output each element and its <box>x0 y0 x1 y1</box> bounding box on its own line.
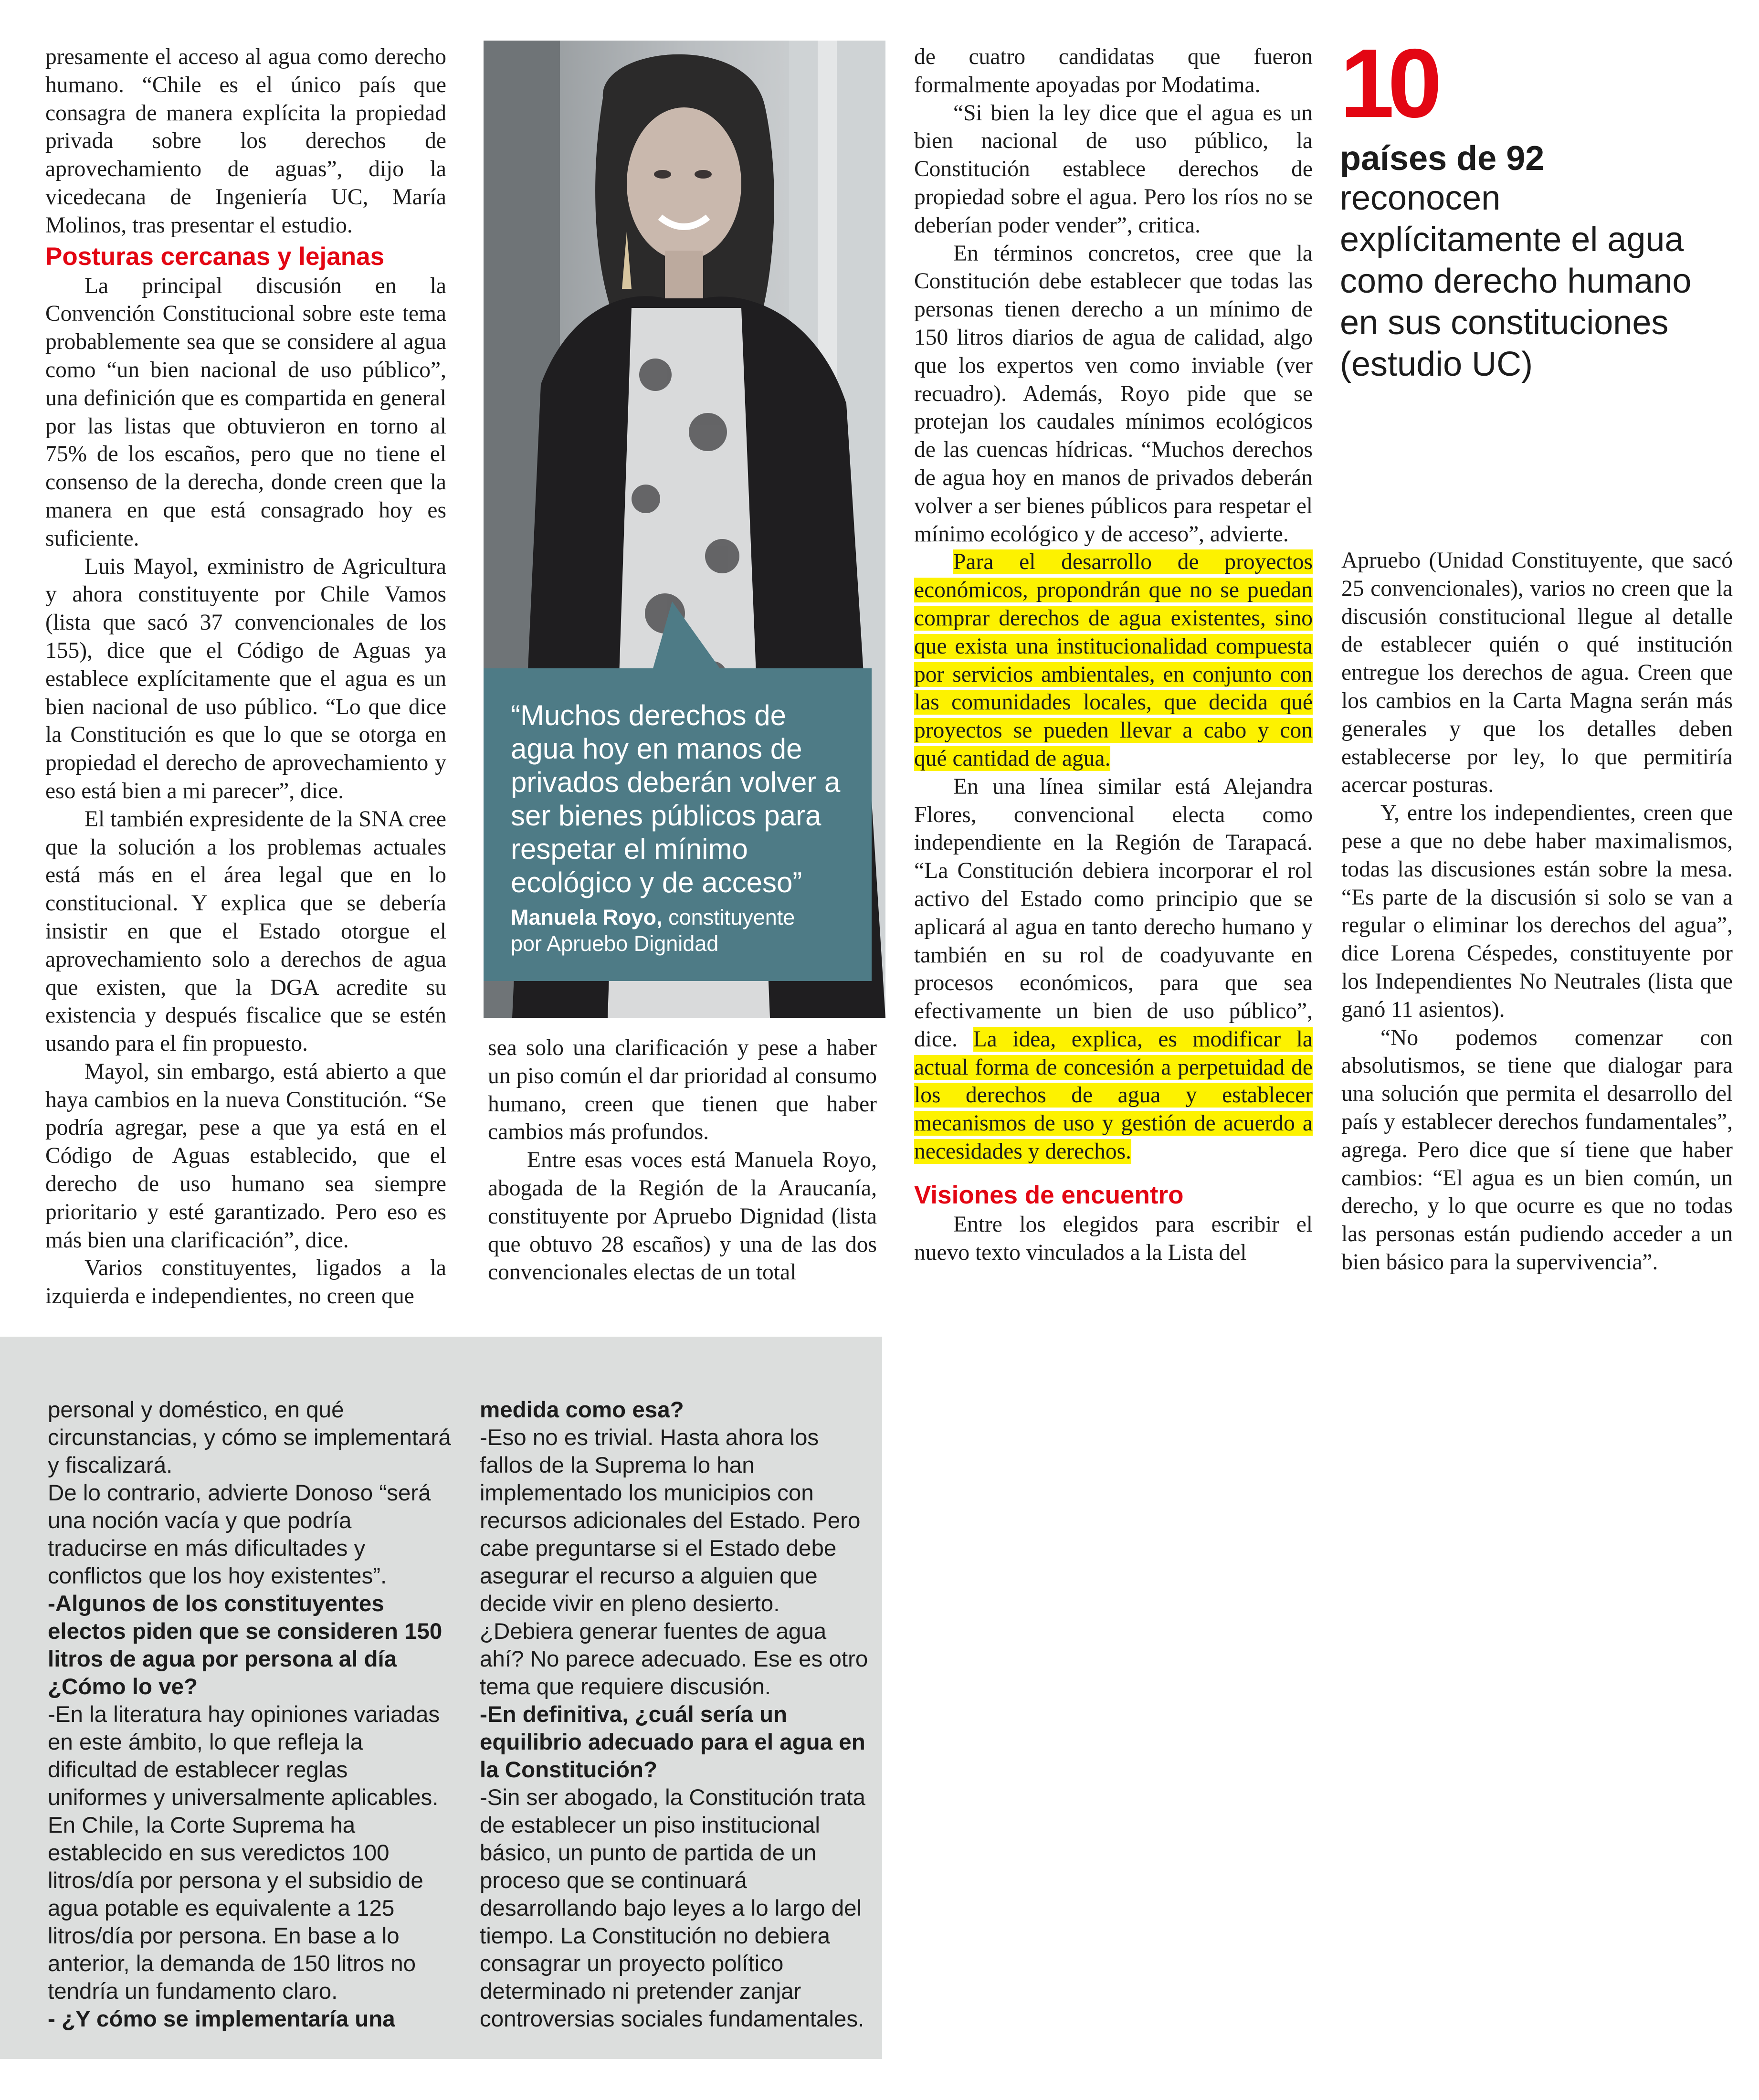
interview-column-left <box>48 1396 453 2033</box>
interview-answer: -Sin ser abogado, la Constitución trata de establecer un piso institucional básico, un punto de partida de un proceso que se continuará desarrollando bajo leyes a lo largo del tiempo. La Constitución no debiera consagrar un proyecto político determinado ni pretender zanjar controversias sociales fundamentales. <box>480 1785 865 2032</box>
interview-question: -En definitiva, ¿cuál sería un equilibrio adecuado para el agua en la Constitución? <box>480 1702 865 1783</box>
paragraph: Mayol, sin embargo, está abierto a que haya cambios en la nueva Constitución. “Se podría agregar, pese a que ya está en el Código de Aguas establecido, que el derecho de uso humano sea siempre prioritario y esté garantizado. Pero eso es más bien una clarificación”, dice. <box>45 1059 446 1253</box>
interview-answer: -Eso no es trivial. Hasta ahora los fallos de la Suprema lo han implementado los municipios con recursos adicionales del Estado. Pero cabe preguntarse si el Estado debe asegurar el recurso a alguien que decide vivir en pleno desierto. ¿Debiera generar fuentes de agua ahí? No parece adecuado. Ese es otro tema que requiere discusión. <box>480 1425 868 1699</box>
paragraph: En términos concretos, cree que la Constitución debe establecer que todas las personas tienen derecho a un mínimo de 150 litros diarios de agua de calidad, algo que los expertos ven como inviable (ver recuadro). Además, Royo pide que se protejan los caudales mínimos ecológicos de las cuencas hídricas. “Muchos derechos de agua hoy en manos de privados deberán volver a ser bienes públicos para respetar el mínimo ecológico y de acceso”, advierte. <box>914 241 1313 547</box>
highlighted-text: Para el desarrollo de proyectos económicos, propondrán que no se puedan comprar derechos de agua existentes, sino que exista una institucionalidad compuesta por servicios ambientales, en conjunto con las comunidades locales, que decida qué proyectos se pueden llevar a cabo y con qué cantidad de agua. <box>914 549 1313 771</box>
quote-author-role: por Apruebo Dignidad <box>511 931 719 956</box>
paragraph: Luis Mayol, exministro de Agricultura y ahora constituyente por Chile Vamos (lista que sacó 37 convencionales de los 155), dice que el Código de Aguas ya establece explícitamente que el agua es un bien nacional de uso público. “Lo que dice la Constitución es que lo que se otorga en propiedad el derecho de aprovechamiento y eso está bien a mi parecer”, dice. <box>45 554 446 803</box>
paragraph: “Si bien la ley dice que el agua es un bien nacional de uso público, la Constitución establece derechos de propiedad sobre el agua. Pero los ríos no se deberían poder vender”, critica. <box>914 100 1313 238</box>
quote-author <box>511 904 853 957</box>
interview-box <box>0 1337 882 2059</box>
pull-quote <box>484 668 872 981</box>
interview-column-right <box>480 1396 869 2033</box>
paragraph: La principal discusión en la Convención Constitucional sobre este tema probablemente sea que se considere al agua como “un bien nacional de uso público”, una definición que es compartida en general por las listas que obtuvieron en torno al 75% de los escaños, pero que no tiene el consenso de la derecha, donde creen que la manera en que está consagrado hoy es suficiente. <box>45 273 446 551</box>
interview-answer: -En la literatura hay opiniones variadas en este ámbito, lo que refleja la dificultad de establecer reglas uniformes y universalmente aplicables. En Chile, la Corte Suprema ha establecido en sus veredictos 100 litros/día por persona y el subsidio de agua potable es equivalente a 125 litros/día por persona. En base a lo anterior, la demanda de 150 litros no tendría un fundamento claro. <box>48 1702 440 2004</box>
interview-question: -Algunos de los constituyentes electos piden que se consideren 150 litros de agua por persona al día ¿Cómo lo ve? <box>48 1591 442 1699</box>
article-column-1 <box>45 43 446 1310</box>
quote-text: “Muchos derechos de agua hoy en manos de privados deberán volver a ser bienes públicos para respetar el mínimo ecológico y de acceso” <box>511 699 841 898</box>
paragraph: Y, entre los independientes, creen que pese a que no debe haber maximalismos, todas las discusiones están sobre la mesa. “Es parte de la discusión si solo se van a regular o eliminar los derechos del agua”, dice Lorena Céspedes, constituyente por los Independientes No Neutrales (lista que ganó 11 asientos). <box>1341 801 1733 1022</box>
article-column-4 <box>1341 547 1733 1277</box>
paragraph <box>914 548 1313 772</box>
quote-author-role: constituyente <box>668 905 795 929</box>
paragraph: El también expresidente de la SNA cree que la solución a los problemas actuales está más en el área legal que en lo constitucional. Y explica que se debería insistir en que el Estado otorgue el aprovechamiento solo a derechos de agua que existen, que la DGA acredite su existencia y después fiscalice que se estén usando para el fin propuesto. <box>45 806 446 1056</box>
interview-answer: De lo contrario, advierte Donoso “será una noción vacía y que podría traducirse en más dificultades y conflictos que los hoy existentes”. <box>48 1480 431 1589</box>
stat-subtitle: países de 92 <box>1340 139 1545 178</box>
paragraph-text: En una línea similar está Alejandra Flores, convencional electa como independiente en la Región de Tarapacá. “La Constitución debiera incorporar el rol activo del Estado como principio que se aplicará al agua en tanto derecho humano y también en su rol de coadyuvante en procesos económicos, para que sea efectivamente un bien de uso público”, dice. <box>914 774 1313 1052</box>
quote-author-name: Manuela Royo, <box>511 905 663 929</box>
paragraph: Entre esas voces está Manuela Royo, abogada de la Región de la Araucanía, constituyente por Apruebo Dignidad (lista que obtuvo 28 escaños) y una de las dos convencionales electas de un total <box>488 1148 877 1285</box>
interview-question: - ¿Y cómo se implementaría una <box>48 2006 395 2032</box>
paragraph: de cuatro candidatas que fueron formalmente apoyadas por Modatima. <box>914 44 1313 97</box>
paragraph: sea solo una clarificación y pese a haber un piso común el dar prioridad al consumo humano, creen que tienen que haber cambios más profundos. <box>488 1035 877 1145</box>
paragraph: presamente el acceso al agua como derecho humano. “Chile es el único país que consagra de manera explícita la propiedad privada sobre los derechos de aprovechamiento de aguas”, dijo la vicedecana de Ingeniería UC, María Molinos, tras presentar el estudio. <box>45 44 446 238</box>
paragraph: Varios constituyentes, ligados a la izquierda e independientes, no creen que <box>45 1256 446 1309</box>
article-column-2 <box>488 1034 877 1287</box>
paragraph: “No podemos comenzar con absolutismos, se tiene que dialogar para una solución que permita el desarrollo del país y establecer derechos fundamentales”, agrega. Pero dice que sí tiene que haber cambios: “El agua es un bien común, un derecho, y lo que ocurre es que no todas las personas están pudiendo acceder a un bien básico para la supervivencia”. <box>1341 1025 1733 1275</box>
section-heading: Visiones de encuentro <box>914 1181 1184 1209</box>
interview-answer: personal y doméstico, en qué circunstancias, y cómo se implementará y fiscalizará. <box>48 1397 451 1478</box>
section-heading: Posturas cercanas y lejanas <box>45 242 385 271</box>
stat-text: reconocen explícitamente el agua como derecho humano en sus constituciones (estudio UC) <box>1340 179 1692 383</box>
paragraph <box>914 773 1313 1166</box>
stat-number: 10 <box>1340 29 1436 138</box>
article-column-3 <box>914 43 1313 1266</box>
quote-tail <box>653 602 725 673</box>
highlighted-text: La idea, explica, es modificar la actual forma de concesión a perpetuidad de los derechos de agua y establecer mecanismos de uso y gestión de acuerdo a necesidades y derechos. <box>914 1026 1313 1164</box>
interview-question: medida como esa? <box>480 1397 684 1423</box>
paragraph: Apruebo (Unidad Constituyente, que sacó 25 convencionales), varios no creen que la discusión constitucional llegue al detalle de establecer quién o qué institución entregue los derechos de agua. Creen que los cambios en la Carta Magna serán más generales y que los detalles deben establecerse por ley, lo que permitiría acercar posturas. <box>1341 548 1733 798</box>
paragraph: Entre los elegidos para escribir el nuevo texto vinculados a la Lista del <box>914 1212 1313 1265</box>
stat-callout <box>1340 29 1731 385</box>
